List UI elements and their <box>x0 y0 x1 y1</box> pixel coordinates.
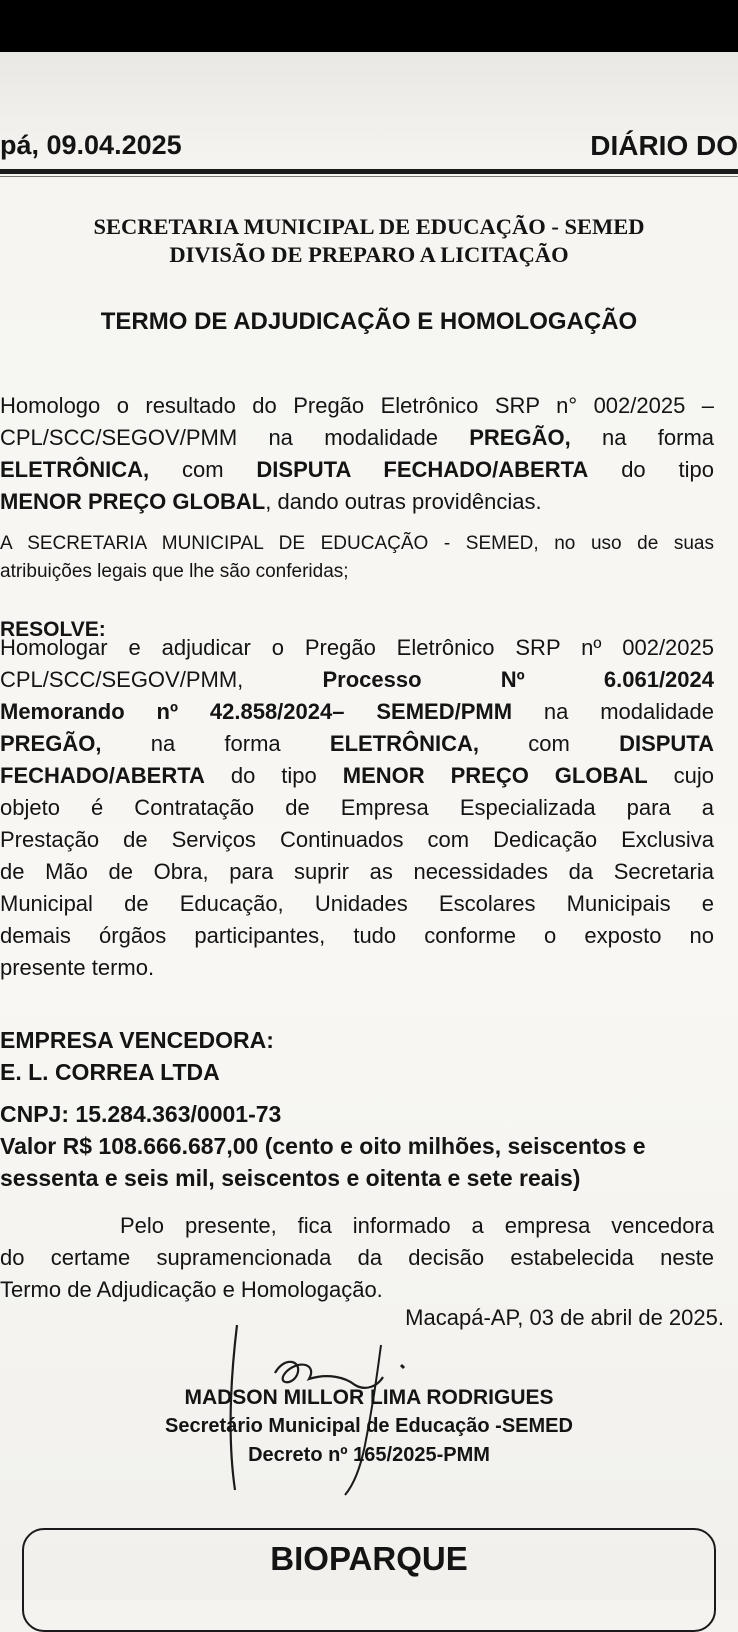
winner-heading: EMPRESA VENCEDORA: <box>0 1027 274 1053</box>
header-rule-thin <box>0 176 738 177</box>
intro-line-3: ELETRÔNICA, com DISPUTA FECHADO/ABERTA do tipo <box>0 457 714 482</box>
closing-line-1: Pelo presente, fica informado a empresa vencedora <box>120 1213 714 1238</box>
intro-line-2: CPL/SCC/SEGOV/PMM na modalidade PREGÃO, na forma <box>0 425 714 450</box>
resolve-line-7: Prestação de Serviços Continuados com Dedicação Exclusiva <box>0 827 714 852</box>
resolve-line-11: presente termo. <box>0 955 155 980</box>
header-date: pá, 09.04.2025 <box>0 130 182 160</box>
preamble-paragraph <box>0 530 714 586</box>
resolve-heading: RESOLVE: <box>0 618 106 641</box>
preamble-line-1: A SECRETARIA MUNICIPAL DE EDUCAÇÃO - SEMED, no uso de suas <box>0 533 714 554</box>
value-line-2: sessenta e seis mil, seiscentos e oitenta e sete reais) <box>0 1165 581 1191</box>
organization-name: SECRETARIA MUNICIPAL DE EDUCAÇÃO - SEMED <box>93 214 645 239</box>
signatory-role: Secretário Municipal de Educação -SEMED <box>165 1415 573 1437</box>
resolve-line-9: Municipal de Educação, Unidades Escolares Municipais e <box>0 891 714 916</box>
resolve-line-3: Memorando nº 42.858/2024– SEMED/PMM na modalidade <box>0 699 714 724</box>
black-top-bar <box>0 0 738 52</box>
intro-paragraph <box>0 390 714 518</box>
resolve-line-1: Homologar e adjudicar o Pregão Eletrônico SRP nº 002/2025 <box>0 635 714 660</box>
header-rule <box>0 169 738 174</box>
resolve-line-8: de Mão de Obra, para suprir as necessidades da Secretaria <box>0 859 714 884</box>
signatory-name: MADSON MILLOR LIMA RODRIGUES <box>184 1386 554 1409</box>
cnpj-line: CNPJ: 15.284.363/0001-73 <box>0 1101 282 1127</box>
resolve-line-10: demais órgãos participantes, tudo conforme o exposto no <box>0 923 714 948</box>
signature-block <box>0 1383 738 1470</box>
resolve-line-4: PREGÃO, na forma ELETRÔNICA, com DISPUTA <box>0 731 714 756</box>
resolve-line-2: CPL/SCC/SEGOV/PMM, Processo Nº 6.061/2024 <box>0 667 714 692</box>
organization-division: DIVISÃO DE PREPARO A LICITAÇÃO <box>169 242 569 267</box>
next-section-title: BIOPARQUE <box>270 1540 468 1577</box>
intro-line-4: MENOR PREÇO GLOBAL, dando outras providências. <box>0 489 542 514</box>
closing-paragraph <box>0 1210 714 1306</box>
resolve-line-6: objeto é Contratação de Empresa Especializada para a <box>0 795 714 820</box>
resolve-paragraph <box>0 632 714 984</box>
value-block <box>0 1098 714 1194</box>
winner-name: E. L. CORREA LTDA <box>0 1059 220 1085</box>
document-title: TERMO DE ADJUDICAÇÃO E HOMOLOGAÇÃO <box>100 308 638 335</box>
intro-line-1: Homologo o resultado do Pregão Eletrônico SRP n° 002/2025 – <box>0 393 714 418</box>
resolve-line-5: FECHADO/ABERTA do tipo MENOR PREÇO GLOBAL cujo <box>0 763 714 788</box>
signatory-decree: Decreto nº 165/2025-PMM <box>248 1444 490 1466</box>
preamble-line-2: atribuições legais que lhe são conferidas; <box>0 561 349 582</box>
closing-line-2: do certame supramencionada da decisão estabelecida neste <box>0 1245 714 1270</box>
value-line-1: Valor R$ 108.666.687,00 (cento e oito milhões, seiscentos e <box>0 1133 646 1159</box>
place-and-date: Macapá-AP, 03 de abril de 2025. <box>405 1305 724 1330</box>
closing-line-3: Termo de Adjudicação e Homologação. <box>0 1277 383 1302</box>
winner-block <box>0 1024 274 1088</box>
header-journal-title: DIÁRIO DO <box>590 130 738 161</box>
